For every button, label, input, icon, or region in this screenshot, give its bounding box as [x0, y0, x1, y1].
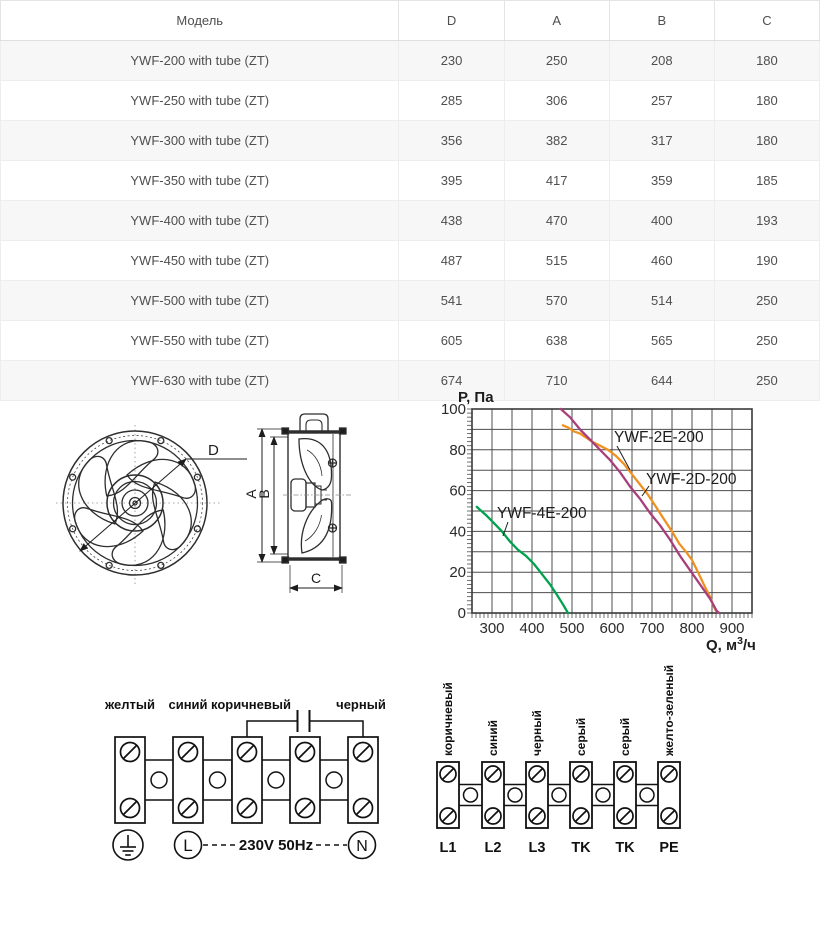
y-tick-label: 100: [440, 401, 466, 418]
table-row: [1, 241, 820, 281]
line-terminal: [175, 832, 202, 859]
value-cell: 250: [714, 281, 819, 321]
value-cell: 487: [399, 241, 504, 281]
header-b: B: [609, 1, 714, 41]
terminal-label: TK: [571, 840, 591, 856]
y-tick-label: 60: [449, 482, 466, 500]
terminal-label: TK: [615, 840, 635, 856]
value-cell: 417: [504, 161, 609, 201]
x-tick-label: 400: [519, 620, 545, 637]
dim-c-label: C: [310, 570, 322, 586]
curve-YWF-4E-200: [477, 507, 568, 613]
value-cell: 400: [609, 201, 714, 241]
curve-label-leader: [503, 522, 508, 536]
capacitor-circuit: [247, 710, 363, 737]
chart-curve-labels: [497, 429, 737, 536]
value-cell: 438: [399, 201, 504, 241]
x-tick-label: 600: [599, 620, 625, 637]
fan-side-view-drawing: [245, 398, 363, 626]
wire-label-black: черный: [336, 697, 386, 712]
value-cell: 180: [714, 81, 819, 121]
mounting-screws: [329, 459, 337, 532]
value-cell: 257: [609, 81, 714, 121]
value-cell: 185: [714, 161, 819, 201]
x-tick-label: 800: [679, 620, 705, 637]
wiring-diagram-three-phase: [425, 664, 695, 863]
model-cell: YWF-500 with tube (ZT): [1, 281, 399, 321]
terminal-label: L2: [484, 840, 502, 856]
model-cell: YWF-200 with tube (ZT): [1, 41, 399, 81]
value-cell: 541: [399, 281, 504, 321]
wire-label: серый: [618, 717, 632, 756]
header-model: Модель: [1, 1, 399, 41]
value-cell: 395: [399, 161, 504, 201]
value-cell: 306: [504, 81, 609, 121]
ground-icon: [113, 830, 143, 860]
value-cell: 180: [714, 121, 819, 161]
y-tick-label: 40: [449, 523, 466, 541]
terminal-name-labels: [440, 840, 679, 856]
x-tick-label: 900: [719, 620, 745, 637]
value-cell: 356: [399, 121, 504, 161]
x-tick-label: 700: [639, 620, 665, 637]
value-cell: 460: [609, 241, 714, 281]
terminal-label: PE: [659, 840, 679, 856]
performance-chart: [430, 385, 820, 660]
model-cell: YWF-550 with tube (ZT): [1, 321, 399, 361]
value-cell: 193: [714, 201, 819, 241]
model-cell: YWF-450 with tube (ZT): [1, 241, 399, 281]
fan-front-view-drawing: [50, 413, 265, 608]
spec-table-body: [1, 41, 820, 401]
header-a: A: [504, 1, 609, 41]
neutral-terminal-label: N: [356, 838, 368, 855]
model-cell: YWF-300 with tube (ZT): [1, 121, 399, 161]
value-cell: 570: [504, 281, 609, 321]
model-cell: YWF-400 with tube (ZT): [1, 201, 399, 241]
table-row: [1, 81, 820, 121]
y-tick-label: 0: [457, 605, 466, 622]
wire-label: коричневый: [441, 682, 455, 756]
value-cell: 515: [504, 241, 609, 281]
value-cell: 250: [714, 321, 819, 361]
value-cell: 382: [504, 121, 609, 161]
value-cell: 605: [399, 321, 504, 361]
table-row: [1, 41, 820, 81]
value-cell: 359: [609, 161, 714, 201]
dim-d-label: D: [208, 442, 219, 459]
curve-label: YWF-2E-200: [614, 429, 704, 446]
value-cell: 638: [504, 321, 609, 361]
model-cell: YWF-630 with tube (ZT): [1, 361, 399, 401]
line-terminal-label: L: [183, 836, 193, 855]
wire-color-labels: [441, 665, 676, 757]
wire-label: желто-зеленый: [662, 664, 676, 756]
curve-label: YWF-4E-200: [497, 505, 587, 522]
wire-label-blue: синий: [168, 697, 208, 712]
x-tick-label: 500: [559, 620, 585, 637]
y-tick-label: 80: [449, 441, 466, 459]
value-cell: 514: [609, 281, 714, 321]
value-cell: 190: [714, 241, 819, 281]
dim-a-label: A: [243, 489, 259, 499]
value-cell: 565: [609, 321, 714, 361]
value-cell: 285: [399, 81, 504, 121]
model-cell: YWF-250 with tube (ZT): [1, 81, 399, 121]
spec-table: [0, 0, 820, 401]
wire-color-labels: [104, 697, 386, 712]
value-cell: 674: [399, 361, 504, 401]
terminal-box: [300, 414, 328, 432]
value-cell: 250: [504, 41, 609, 81]
wiring-diagram-single-phase: [80, 683, 410, 878]
wire-label: серый: [574, 717, 588, 756]
value-cell: 644: [609, 361, 714, 401]
value-cell: 710: [504, 361, 609, 401]
value-cell: 230: [399, 41, 504, 81]
header-c: C: [714, 1, 819, 41]
dim-b-label: B: [256, 489, 272, 499]
voltage-label: 230V 50Hz: [238, 837, 314, 854]
value-cell: 208: [609, 41, 714, 81]
wire-label: черный: [530, 710, 544, 756]
table-row: [1, 281, 820, 321]
wire-label: синий: [486, 719, 500, 756]
wire-label-yellow: желтый: [105, 697, 155, 712]
neutral-terminal: [349, 832, 376, 859]
y-tick-label: 20: [449, 564, 466, 582]
x-tick-label: 300: [479, 620, 505, 637]
value-cell: 250: [714, 361, 819, 401]
table-row: [1, 161, 820, 201]
curve-label: YWF-2D-200: [646, 471, 737, 488]
terminal-label: L3: [528, 840, 546, 856]
wire-label-brown: коричневый: [211, 697, 291, 712]
terminal-label: L1: [439, 840, 457, 856]
value-cell: 470: [504, 201, 609, 241]
y-axis-title: P, Па: [458, 389, 494, 406]
value-cell: 180: [714, 41, 819, 81]
table-header-row: [1, 1, 820, 41]
x-axis-title: Q, $м^3/ч$: [706, 635, 756, 654]
table-row: [1, 321, 820, 361]
value-cell: 317: [609, 121, 714, 161]
header-d: D: [399, 1, 504, 41]
model-cell: YWF-350 with tube (ZT): [1, 161, 399, 201]
table-row: [1, 201, 820, 241]
table-row: [1, 121, 820, 161]
